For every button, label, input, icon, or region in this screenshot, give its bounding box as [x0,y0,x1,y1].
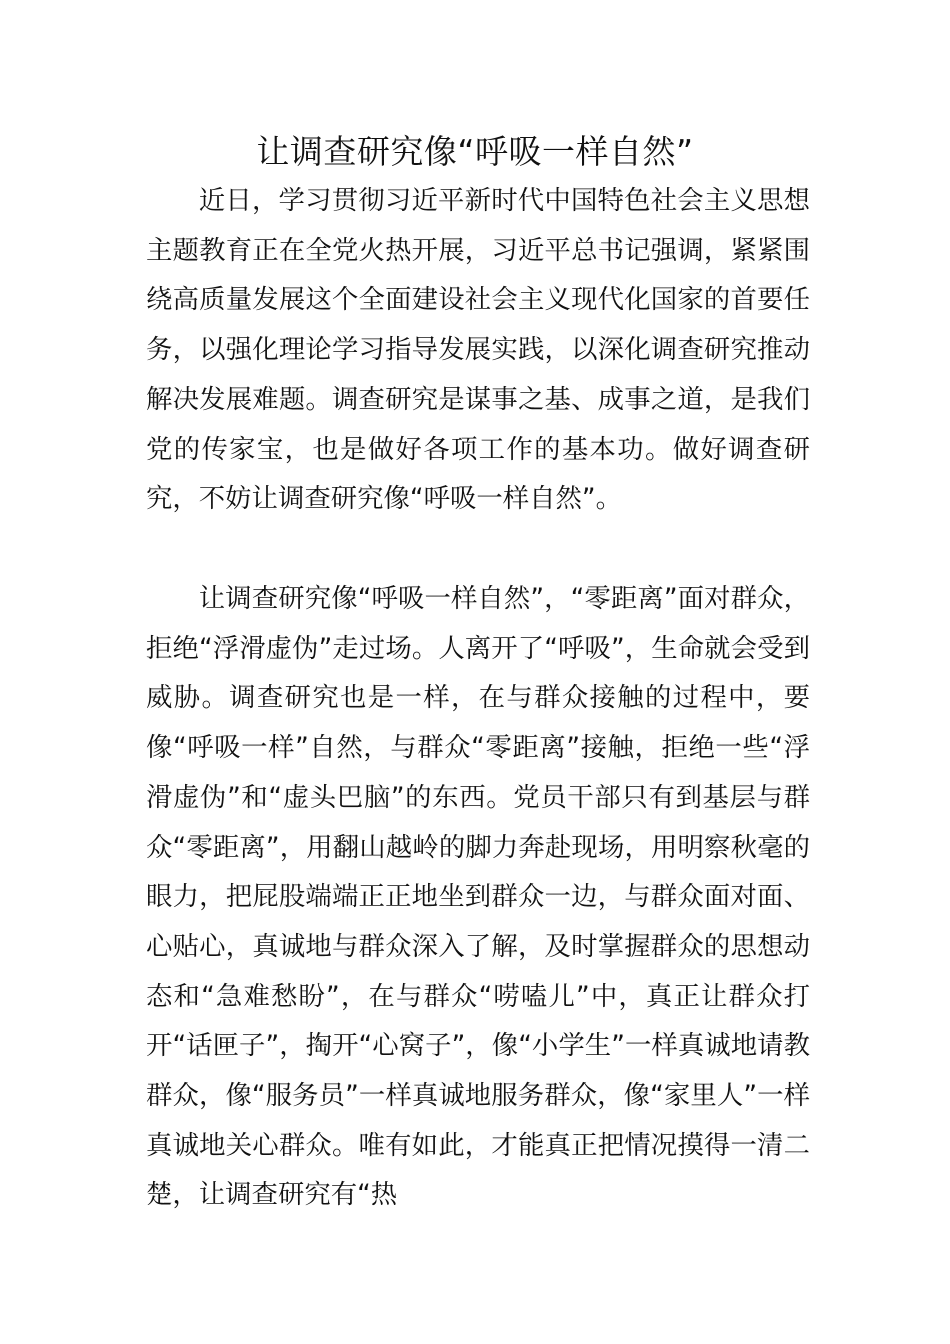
paragraph-intro: 近日，学习贯彻习近平新时代中国特色社会主义思想主题教育正在全党火热开展，习近平总书记强调，紧紧围绕高质量发展这个全面建设社会主义现代化国家的首要任务，以强化理论学习指导发展实践，以深化调查研究推动解决发展难题。调查研究是谋事之基、成事之道，是我们党的传家宝，也是做好各项工作的基本功。做好调查研究，不妨让调查研究像“呼吸一样自然”。 [146,185,810,515]
document-title: 让调查研究像“呼吸一样自然” [256,132,694,171]
paragraph-body: 让调查研究像“呼吸一样自然”，“零距离”面对群众，拒绝“浮滑虚伪”走过场。人离开了“呼吸”，生命就会受到威胁。调查研究也是一样，在与群众接触的过程中，要像“呼吸一样”自然，与群众“零距离”接触，拒绝一些“浮滑虚伪”和“虚头巴脑”的东西。党员干部只有到基层与群众“零距离”，用翻山越岭的脚力奔赴现场，用明察秋毫的眼力，把屁股端端正正地坐到群众一边，与群众面对面、心贴心，真诚地与群众深入了解，及时掌握群众的思想动态和“急难愁盼”，在与群众“唠嗑儿”中，真正让群众打开“话匣子”，掏开“心窝子”，像“小学生”一样真诚地请教群众，像“服务员”一样真诚地服务群众，像“家里人”一样真诚地关心群众。唯有如此，才能真正把情况摸得一清二楚，让调查研究有“热 [146,583,810,1211]
